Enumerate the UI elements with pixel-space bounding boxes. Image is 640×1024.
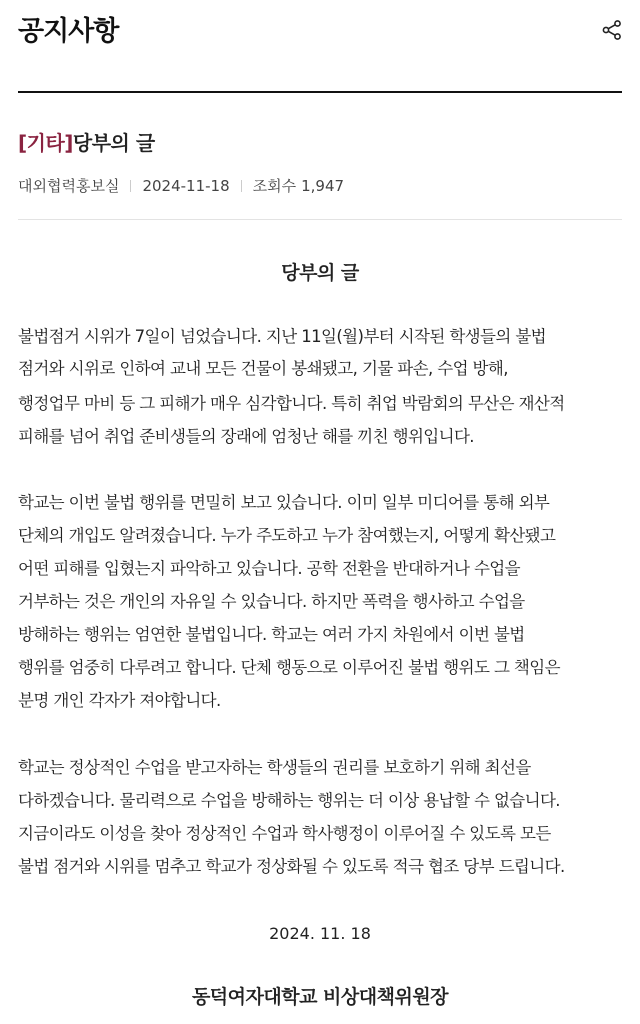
post-meta (18, 174, 344, 198)
body-line: 피해를 넘어 취업 준비생들의 장래에 엄청난 해를 끼친 행위입니다. (18, 427, 474, 446)
post-date: 2024-11-18 (142, 177, 230, 195)
body-line: 어떤 피해를 입혔는지 파악하고 있습니다. 공학 전환을 반대하거나 수업을 (18, 559, 520, 578)
body-line: 불법점거 시위가 7일이 넘었습니다. 지난 11일(월)부터 시작된 학생들의 불법 (18, 327, 547, 346)
signature: 동덕여자대학교 비상대책위원장 (191, 986, 449, 1008)
share-button[interactable] (598, 16, 626, 44)
body-line: 단체의 개입도 알려졌습니다. 누가 주도하고 누가 참여했는지, 어떻게 확산됐고 (18, 526, 556, 545)
body-line: 학교는 이번 불법 행위를 면밀히 보고 있습니다. 이미 일부 미디어를 통해 외부 (18, 493, 550, 512)
top-bar (0, 0, 640, 66)
meta-separator (241, 180, 242, 192)
post-category: [기타] (18, 131, 73, 155)
content-heading: 당부의 글 (281, 262, 359, 284)
body-line: 불법 점거와 시위를 멈추고 학교가 정상화될 수 있도록 적극 협조 당부 드립니다. (18, 857, 565, 876)
header-divider (18, 91, 622, 93)
share-icon (601, 19, 623, 41)
page-title: 공지사항 (18, 16, 119, 47)
body-line: 지금이라도 이성을 찾아 정상적인 수업과 학사행정이 이루어질 수 있도록 모든 (18, 824, 551, 843)
body-line: 행정업무 마비 등 그 피해가 매우 심각합니다. 특히 취업 박람회의 무산은 재산적 (18, 394, 565, 413)
body-line: 다하겠습니다. 물리력으로 수업을 방해하는 행위는 더 이상 용납할 수 없습니다. (18, 791, 560, 810)
post-author: 대외협력홍보실 (18, 177, 120, 195)
body-line: 학교는 정상적인 수업을 받고자하는 학생들의 권리를 보호하기 위해 최선을 (18, 758, 531, 777)
post-title-text: 당부의 글 (72, 131, 155, 155)
meta-divider (18, 219, 622, 220)
body-line: 행위를 엄중히 다루려고 합니다. 단체 행동으로 이루어진 불법 행위도 그 책임은 (18, 658, 560, 677)
post-views: 1,947 (301, 177, 345, 195)
body-line: 거부하는 것은 개인의 자유일 수 있습니다. 하지만 폭력을 행사하고 수업을 (18, 592, 525, 611)
post-views-label: 조회수 (252, 177, 297, 195)
meta-separator (130, 180, 131, 192)
body-line: 방해하는 행위는 엄연한 불법입니다. 학교는 여러 가지 차원에서 이번 불법 (18, 625, 525, 644)
post-title (18, 128, 155, 158)
body-line: 분명 개인 각자가 져야합니다. (18, 691, 221, 710)
body-line: 점거와 시위로 인하여 교내 모든 건물이 봉쇄됐고, 기물 파손, 수업 방해, (18, 359, 508, 378)
signature-date: 2024. 11. 18 (269, 924, 371, 943)
